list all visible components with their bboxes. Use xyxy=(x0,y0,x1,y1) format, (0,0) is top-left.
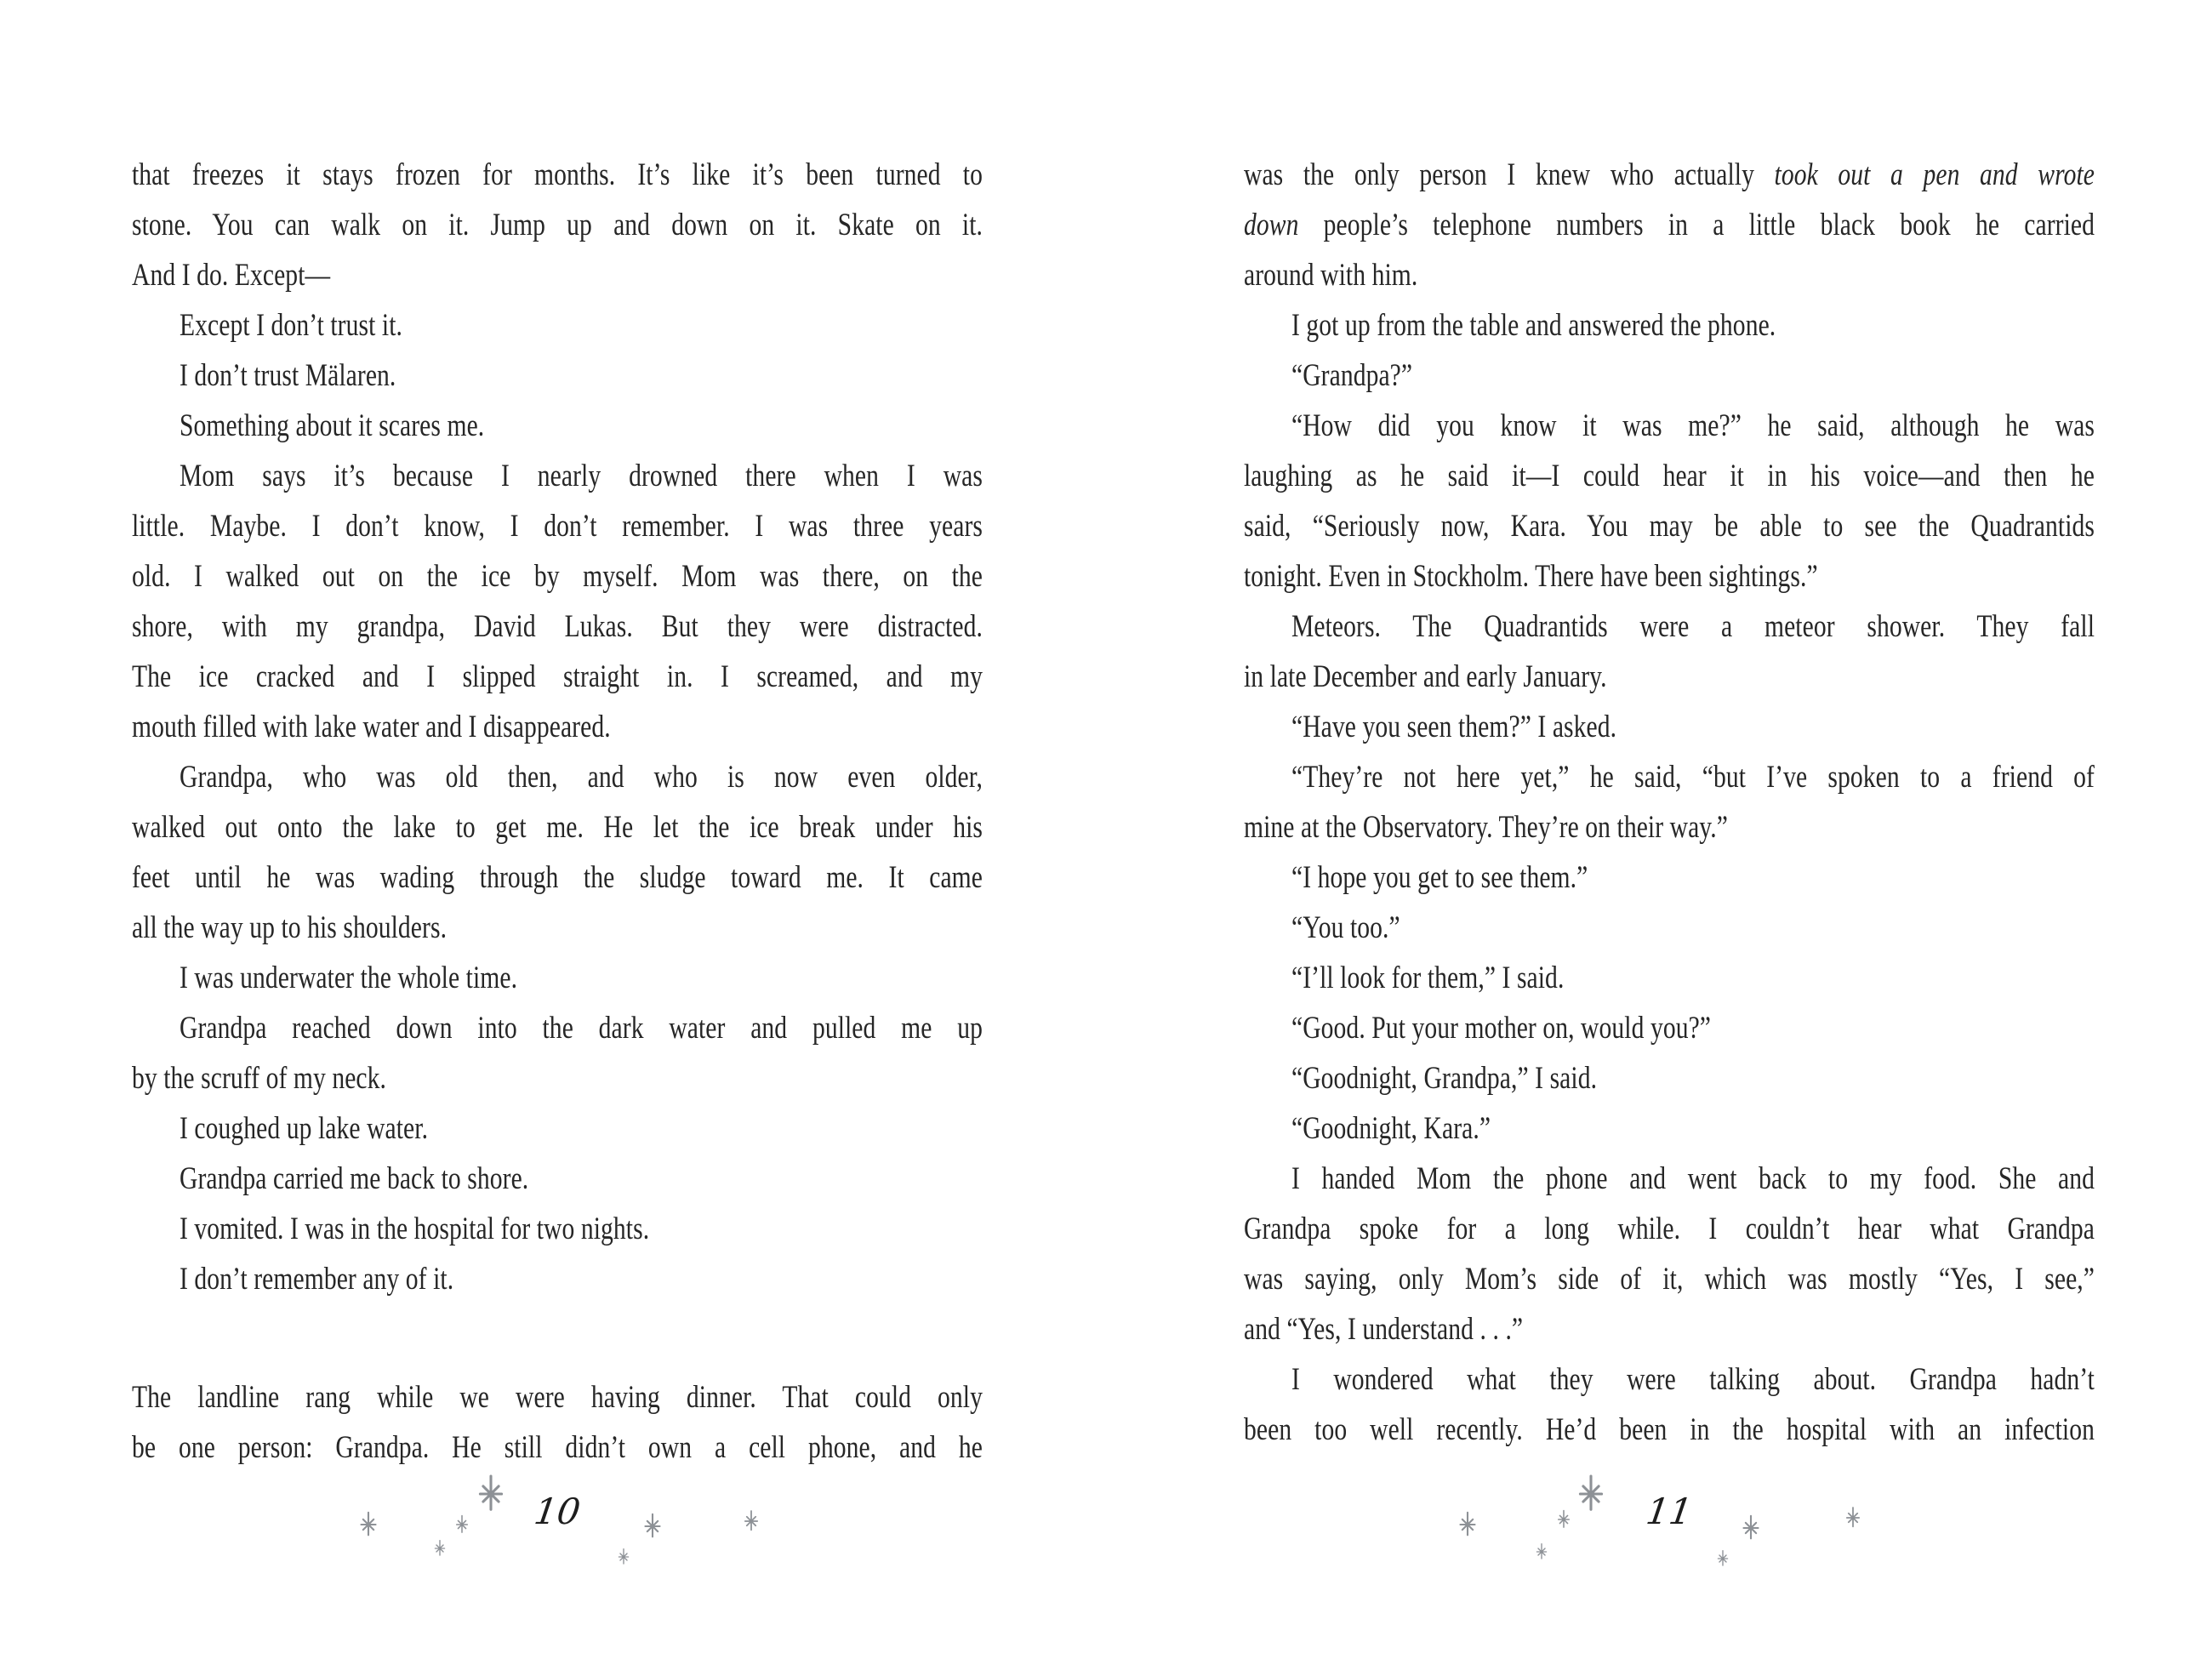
text-line xyxy=(1244,501,2095,551)
page-footer-left xyxy=(132,1465,983,1593)
text-line xyxy=(132,401,983,451)
sparkle-star-icon xyxy=(431,1539,448,1558)
text-line xyxy=(132,953,983,1003)
text-line xyxy=(1244,1204,2095,1254)
sparkle-star-icon xyxy=(640,1512,665,1541)
text-line xyxy=(132,351,983,401)
text-segment: all the way up to his shoulders. xyxy=(132,910,448,945)
text-segment: I got up from the table and answered the phone. xyxy=(1291,308,1776,343)
sparkle-star-icon xyxy=(1554,1508,1573,1530)
text-line xyxy=(1244,1405,2095,1455)
sparkle-star-icon xyxy=(1738,1514,1764,1542)
text-segment: said, “Seriously now, Kara. You may be able to see the Quadrantids xyxy=(1244,509,2095,544)
text-line xyxy=(132,1372,983,1422)
text-segment: was saying, only Mom’s side of it, which was mostly “Yes, I see,” xyxy=(1244,1262,2095,1297)
text-segment: I wondered what they were talking about. Grandpa hadn’t xyxy=(1291,1362,2095,1397)
text-segment: been too well recently. He’d been in the hospital with an infection xyxy=(1244,1412,2095,1447)
text-segment: I don’t remember any of it. xyxy=(180,1262,454,1297)
text-line xyxy=(1244,802,2095,852)
sparkle-star-icon xyxy=(356,1510,381,1539)
sparkle-star-icon xyxy=(472,1473,510,1515)
sparkle-star-icon xyxy=(1842,1506,1864,1531)
text-line xyxy=(1244,1053,2095,1103)
text-segment: stone. You can walk on it. Jump up and down on it. Skate on it. xyxy=(132,208,983,242)
text-line xyxy=(1244,1254,2095,1304)
text-segment: “How did you know it was me?” he said, although he was xyxy=(1291,408,2095,443)
sparkle-star-icon xyxy=(453,1514,471,1535)
text-segment: Meteors. The Quadrantids were a meteor shower. They fall xyxy=(1291,609,2095,644)
text-segment: little. Maybe. I don’t know, I don’t remember. I was three years xyxy=(132,509,983,544)
text-segment: Except I don’t trust it. xyxy=(180,308,402,343)
text-line xyxy=(132,300,983,351)
text-segment: I coughed up lake water. xyxy=(180,1111,429,1146)
text-segment: feet until he was wading through the sludge toward me. It came xyxy=(132,860,983,895)
text-segment: I vomited. I was in the hospital for two nights. xyxy=(180,1211,650,1246)
text-segment: was the only person I knew who actually xyxy=(1244,157,1775,192)
text-segment: be one person: Grandpa. He still didn’t own a cell phone, and he xyxy=(132,1430,983,1465)
text-segment: Grandpa, who was old then, and who is now even older, xyxy=(180,760,983,795)
text-segment: Grandpa spoke for a long while. I couldn’t hear what Grandpa xyxy=(1244,1211,2095,1246)
text-segment: “I hope you get to see them.” xyxy=(1291,860,1588,895)
text-segment: people’s telephone numbers in a little black book he carried xyxy=(1298,208,2095,242)
text-segment: Something about it scares me. xyxy=(180,408,485,443)
text-segment: that freezes it stays frozen for months. It’s like it’s been turned to xyxy=(132,157,983,192)
text-segment: “They’re not here yet,” he said, “but I’ve spoken to a friend of xyxy=(1291,760,2095,795)
text-line xyxy=(132,601,983,652)
text-line xyxy=(1244,401,2095,451)
text-segment: “Goodnight, Grandpa,” I said. xyxy=(1291,1061,1598,1096)
text-segment: “Goodnight, Kara.” xyxy=(1291,1111,1491,1146)
text-line xyxy=(132,1204,983,1254)
text-line xyxy=(1244,1154,2095,1204)
paragraph-gap xyxy=(132,1304,983,1372)
italic-text-segment: took out a pen and wrote xyxy=(1774,157,2095,192)
text-segment: walked out onto the lake to get me. He let the ice break under his xyxy=(132,810,983,845)
text-line xyxy=(132,1103,983,1154)
text-segment: I was underwater the whole time. xyxy=(180,961,518,995)
text-line xyxy=(132,752,983,802)
page-text-left xyxy=(132,150,983,1473)
text-line xyxy=(132,501,983,551)
text-segment: around with him. xyxy=(1244,258,1418,293)
text-segment: “Grandpa?” xyxy=(1291,358,1413,393)
text-line xyxy=(1244,1103,2095,1154)
page-footer-right xyxy=(1244,1465,2095,1593)
text-line xyxy=(132,1003,983,1053)
text-line xyxy=(132,250,983,300)
text-segment: Mom says it’s because I nearly drowned there when I was xyxy=(180,459,983,493)
sparkle-star-icon xyxy=(1714,1549,1731,1568)
text-line xyxy=(1244,903,2095,953)
text-line xyxy=(132,451,983,501)
text-line xyxy=(1244,1304,2095,1354)
text-line xyxy=(132,852,983,903)
text-line xyxy=(132,150,983,200)
page-number: 11 xyxy=(1643,1491,1696,1532)
text-line xyxy=(1244,601,2095,652)
text-line xyxy=(1244,852,2095,903)
text-segment: “You too.” xyxy=(1291,910,1400,945)
text-segment: in late December and early January. xyxy=(1244,659,1607,694)
text-segment: The ice cracked and I slipped straight in. I screamed, and my xyxy=(132,659,983,694)
sparkle-star-icon xyxy=(740,1509,762,1534)
text-line xyxy=(1244,250,2095,300)
text-line xyxy=(1244,351,2095,401)
text-line xyxy=(132,903,983,953)
text-line xyxy=(1244,953,2095,1003)
text-line xyxy=(1244,300,2095,351)
text-segment: laughing as he said it—I could hear it in his voice—and then he xyxy=(1244,459,2095,493)
text-line xyxy=(132,802,983,852)
text-segment: mine at the Observatory. They’re on their way.” xyxy=(1244,810,1728,845)
text-segment: I don’t trust Mälaren. xyxy=(180,358,396,393)
text-segment: Grandpa reached down into the dark water and pulled me up xyxy=(180,1011,983,1046)
italic-text-segment: down xyxy=(1244,208,1299,242)
text-line xyxy=(132,702,983,752)
text-segment: mouth filled with lake water and I disappeared. xyxy=(132,710,611,744)
text-line xyxy=(1244,451,2095,501)
sparkle-star-icon xyxy=(1533,1542,1550,1561)
sparkle-star-icon xyxy=(1572,1473,1611,1515)
sparkle-star-icon xyxy=(1455,1510,1480,1539)
page-number: 10 xyxy=(531,1491,584,1532)
text-segment: I handed Mom the phone and went back to my food. She and xyxy=(1291,1161,2095,1196)
text-line xyxy=(132,1154,983,1204)
text-segment: “Good. Put your mother on, would you?” xyxy=(1291,1011,1712,1046)
text-line xyxy=(132,551,983,601)
text-segment: by the scruff of my neck. xyxy=(132,1061,387,1096)
text-segment: “Have you seen them?” I asked. xyxy=(1291,710,1617,744)
text-segment: And I do. Except— xyxy=(132,258,331,293)
text-line xyxy=(132,200,983,250)
text-line xyxy=(1244,652,2095,702)
text-segment: Grandpa carried me back to shore. xyxy=(180,1161,529,1196)
text-segment: old. I walked out on the ice by myself. Mom was there, on the xyxy=(132,559,983,594)
text-line xyxy=(132,1254,983,1304)
text-line xyxy=(132,1053,983,1103)
text-segment: The landline rang while we were having dinner. That could only xyxy=(132,1380,983,1415)
text-line xyxy=(1244,752,2095,802)
text-line xyxy=(1244,200,2095,250)
text-segment: shore, with my grandpa, David Lukas. But they were distracted. xyxy=(132,609,983,644)
text-line xyxy=(1244,1003,2095,1053)
text-line xyxy=(1244,1354,2095,1405)
text-segment: “I’ll look for them,” I said. xyxy=(1291,961,1565,995)
text-line xyxy=(1244,150,2095,200)
text-line xyxy=(132,652,983,702)
text-segment: tonight. Even in Stockholm. There have been sightings.” xyxy=(1244,559,1818,594)
text-line xyxy=(1244,551,2095,601)
page-text-right xyxy=(1244,150,2095,1455)
text-line xyxy=(1244,702,2095,752)
text-segment: and “Yes, I understand . . .” xyxy=(1244,1312,1524,1347)
sparkle-star-icon xyxy=(615,1548,632,1566)
